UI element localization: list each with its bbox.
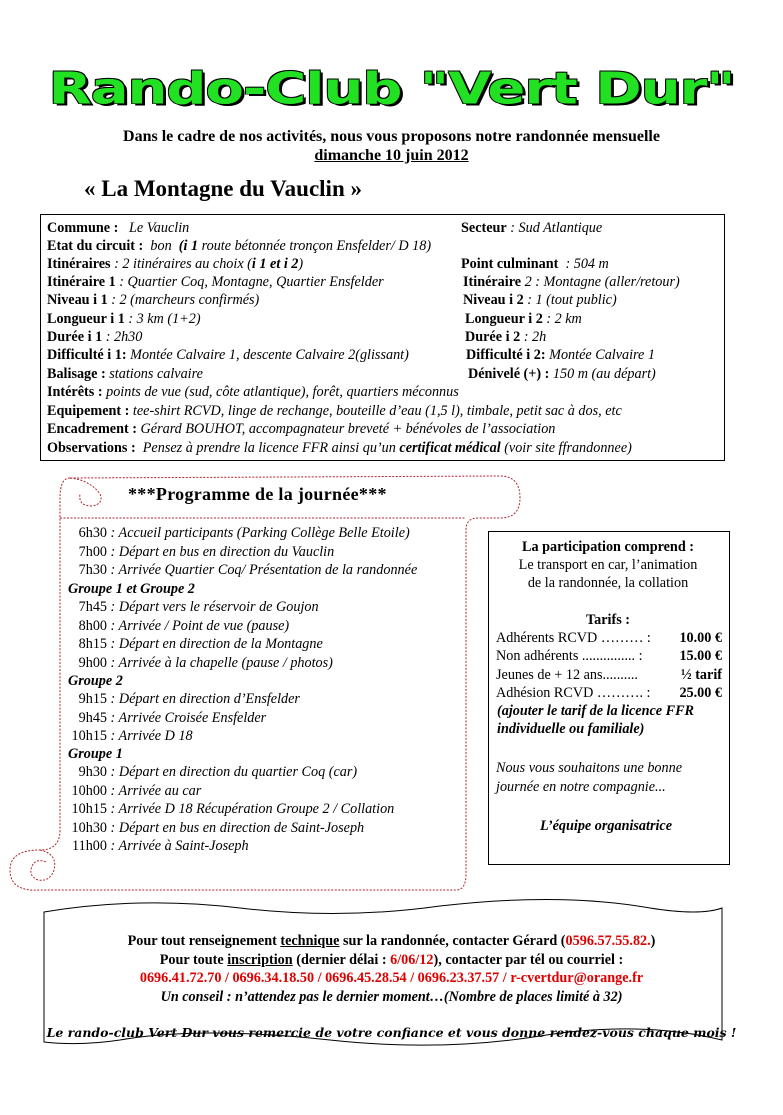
schedule-text: : Arrivée Quartier Coq/ Présentation de la randonnée	[110, 562, 418, 578]
licence-note: (ajouter le tarif de la licence FFR	[497, 703, 695, 719]
licence-note: individuelle ou familiale)	[497, 721, 645, 737]
price-row	[496, 666, 722, 684]
inscription-line: Pour toute inscription (dernier délai : 6/06/12), contacter par tél ou courriel :	[159, 952, 624, 968]
schedule-time: 9h00	[78, 654, 107, 671]
duree1-row: Durée i 1 : 2h30	[47, 329, 143, 345]
schedule-text: : Arrivée D 18 Récupération Groupe 2 / Collation	[110, 801, 395, 817]
schedule-time: 9h45	[78, 709, 107, 726]
tarifs-title: Tarifs :	[585, 612, 630, 628]
schedule-item	[64, 562, 417, 579]
balisage-row: Balisage : stations calvaire	[47, 366, 203, 382]
schedule-time: 7h00	[78, 543, 107, 560]
price-value: 15.00 €	[679, 648, 722, 665]
encadrement-row: Encadrement : Gérard BOUHOT, accompagnateur breveté + bénévoles de l’association	[47, 421, 556, 437]
itineraire1-row: Itinéraire 1 : Quartier Coq, Montagne, Quartier Ensfelder	[47, 274, 384, 290]
hike-date: dimanche 10 juin 2012	[314, 147, 469, 164]
signature: L’équipe organisatrice	[540, 818, 673, 834]
schedule-item	[64, 636, 323, 653]
price-value: 10.00 €	[679, 630, 722, 646]
schedule-item	[64, 544, 334, 561]
schedule-time: 7h45	[78, 599, 107, 615]
phone-numbers: 0696.41.72.70 / 0696.34.18.50 / 0696.45.28.54 / 0696.23.37.57 /	[139, 970, 507, 986]
schedule-text: : Départ en direction d’Ensfelder	[110, 691, 300, 707]
schedule-text: : Départ en direction du quartier Coq (car)	[110, 764, 358, 780]
schedule-text: : Arrivée Croisée Ensfelder	[110, 709, 267, 726]
interets-row: Intérêts : points de vue (sud, côte atlantique), forêt, quartiers méconnus	[47, 384, 459, 400]
schedule-text: : Départ vers le réservoir de Goujon	[110, 599, 319, 615]
schedule-item	[64, 764, 357, 781]
price-row	[496, 684, 722, 702]
schedule-time: 10h15	[71, 728, 107, 744]
itineraires-row: Itinéraires : 2 itinéraires au choix (i 1 et i 2)	[47, 256, 304, 272]
conseil-line: Un conseil : n’attendez pas le dernier moment…(Nombre de places limité à 32)	[160, 989, 623, 1005]
schedule-time: 8h00	[78, 617, 107, 634]
niveau1-row: Niveau i 1 : 2 (marcheurs confirmés)	[47, 292, 260, 308]
schedule-text: : Arrivée D 18	[110, 728, 193, 744]
schedule-time: 11h00	[72, 838, 107, 854]
schedule-item	[64, 599, 319, 616]
schedule-item	[64, 618, 289, 635]
intro-text: Dans le cadre de nos activités, nous vous proposons notre randonnée mensuelle	[123, 128, 660, 145]
wish-text: Nous vous souhaitons une bonne	[496, 760, 683, 776]
schedule-text: : Départ en direction de la Montagne	[110, 636, 323, 652]
group-heading: Groupe 1 et Groupe 2	[68, 581, 195, 597]
schedule-item	[64, 820, 364, 837]
email-link[interactable]: r-cvertdur@orange.fr	[510, 970, 644, 986]
commune-row: Commune : Le Vauclin	[47, 220, 190, 236]
denivele-row: Dénivelé (+) : 150 m (au départ)	[468, 366, 656, 382]
secteur-row: Secteur : Sud Atlantique	[461, 220, 603, 236]
longueur2-row: Longueur i 2 : 2 km	[465, 311, 582, 327]
itineraire2-row: Itinéraire 2 : Montagne (aller/retour)	[463, 274, 680, 290]
difficulte2-row: Difficulté i 2: Montée Calvaire 1	[466, 347, 655, 363]
group-heading: Groupe 1	[68, 746, 123, 762]
schedule-time: 9h30	[78, 764, 107, 780]
schedule-item	[64, 655, 333, 672]
participation-line: Le transport en car, l’animation	[518, 557, 698, 573]
tech-contact-line: Pour tout renseignement technique sur la randonnée, contacter Gérard (0596.57.55.82.)	[127, 933, 656, 949]
price-label: Adhésion RCVD ………. :	[496, 684, 651, 701]
schedule-time: 10h15	[71, 801, 107, 817]
schedule-text: : Arrivée au car	[110, 782, 202, 799]
difficulte1-row: Difficulté i 1: Montée Calvaire 1, descente Calvaire 2(glissant)	[47, 347, 409, 363]
schedule-time: 7h30	[78, 562, 107, 578]
participation-title: La participation comprend :	[522, 539, 694, 555]
niveau2-row: Niveau i 2 : 1 (tout public)	[463, 292, 617, 308]
price-value: ½ tarif	[681, 666, 722, 683]
price-value: 25.00 €	[679, 684, 722, 701]
schedule-time: 6h30	[78, 525, 107, 541]
schedule-text: : Arrivée à Saint-Joseph	[110, 838, 249, 854]
group-heading: Groupe 2	[68, 673, 123, 689]
phones-line	[0, 969, 783, 987]
price-row	[496, 647, 722, 665]
observations-row: Observations : Pensez à prendre la licence FFR ainsi qu’un certificat médical (voir site ffrandonnee)	[47, 440, 632, 456]
programme-title: ***Programme de la journée***	[128, 484, 387, 504]
longueur1-row: Longueur i 1 : 3 km (1+2)	[47, 311, 201, 327]
hike-name: « La Montagne du Vauclin »	[84, 176, 362, 201]
schedule-time: 9h15	[78, 691, 107, 707]
thanks-line: Le rando-club Vert Dur vous remercie de votre confiance et vous donne rendez-vous chaque mois !	[46, 1025, 737, 1040]
schedule-item	[64, 783, 201, 800]
schedule-text: : Arrivée à la chapelle (pause / photos)	[110, 654, 333, 671]
schedule-item	[64, 710, 266, 727]
price-row	[496, 629, 722, 647]
schedule-item	[64, 801, 394, 818]
participation-line: de la randonnée, la collation	[527, 575, 689, 591]
club-title: Rando-Club "Vert Dur"	[48, 63, 735, 115]
equipement-row: Equipement : tee-shirt RCVD, linge de rechange, bouteille d’eau (1,5 l), timbale, petit sac à dos, etc	[47, 403, 622, 419]
schedule-text: : Départ en bus en direction du Vauclin	[110, 543, 335, 560]
schedule-item	[64, 728, 193, 745]
schedule-text: : Accueil participants (Parking Collège Belle Etoile)	[110, 525, 410, 541]
schedule-item	[64, 838, 249, 855]
price-label: Non adhérents ............... :	[496, 648, 643, 665]
price-label: Adhérents RCVD ……… :	[496, 630, 651, 646]
schedule-time: 8h15	[78, 636, 107, 652]
wish-text: journée en notre compagnie...	[496, 779, 666, 795]
schedule-text: : Départ en bus en direction de Saint-Joseph	[110, 819, 365, 836]
schedule-item	[64, 691, 300, 708]
schedule-text: : Arrivée / Point de vue (pause)	[110, 617, 290, 634]
point-culminant-row: Point culminant : 504 m	[461, 256, 609, 272]
schedule-time: 10h00	[71, 782, 107, 799]
etat-row: Etat du circuit : bon (i 1 route bétonnée tronçon Ensfelder/ D 18)	[47, 238, 432, 254]
schedule-time: 10h30	[71, 819, 107, 836]
schedule-item	[64, 525, 410, 542]
duree2-row: Durée i 2 : 2h	[465, 329, 547, 345]
price-label: Jeunes de + 12 ans..........	[496, 666, 638, 683]
